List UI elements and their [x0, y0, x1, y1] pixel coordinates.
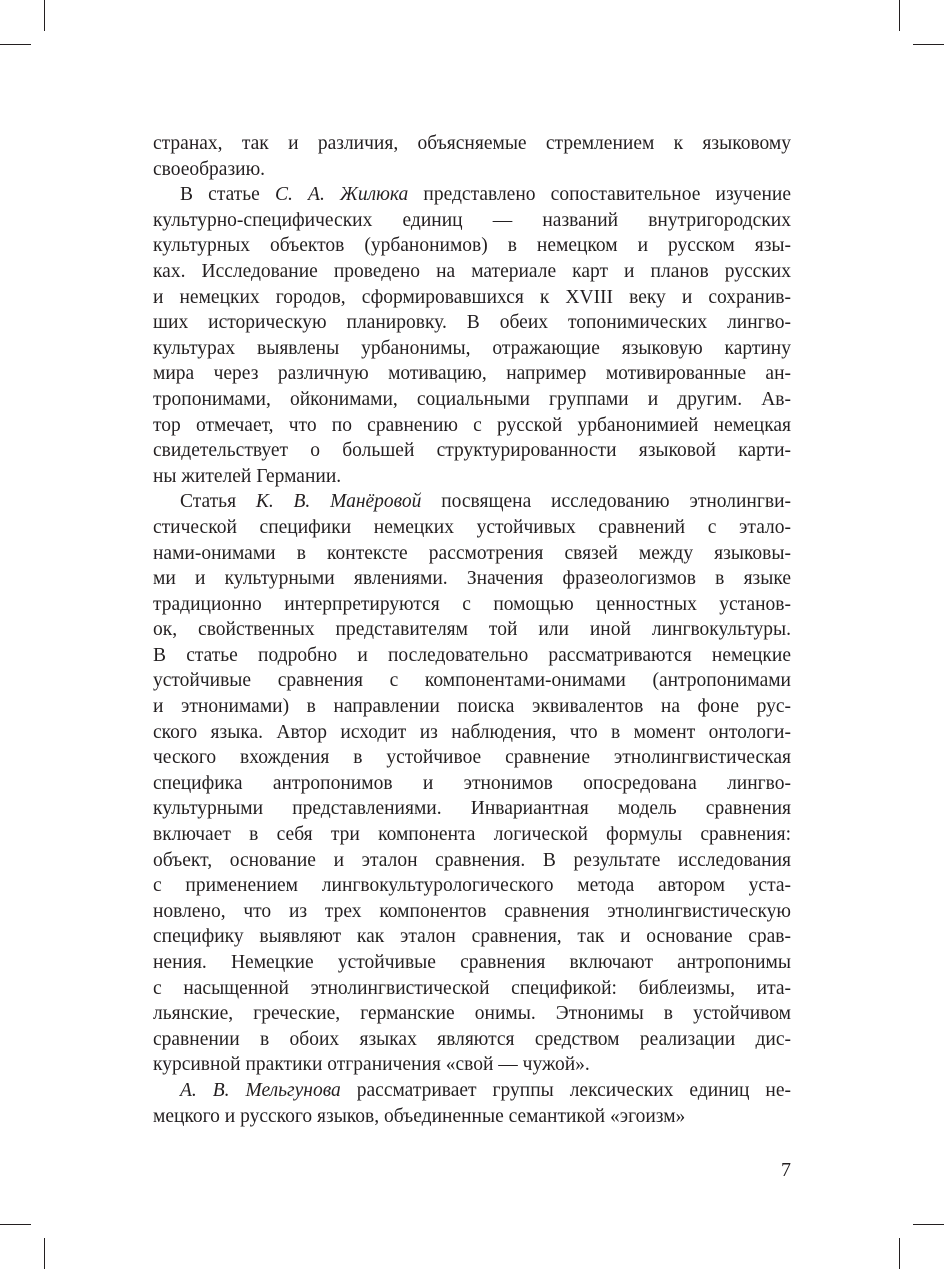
text-line	[153, 208, 791, 234]
text-run: культурах выявлены урбанонимы, отражающие языковую картину	[153, 337, 791, 359]
text-line	[153, 361, 791, 387]
text-line	[153, 720, 791, 746]
text-run: нения. Немецкие устойчивые сравнения включают антропонимы	[153, 952, 791, 973]
text-line	[153, 976, 791, 1002]
text-line	[153, 438, 791, 464]
text-line	[153, 643, 791, 669]
text-run: ского языка. Автор исходит из наблюдения, что в момент онтологи-	[153, 721, 791, 743]
text-line	[153, 950, 791, 976]
text-line	[153, 899, 791, 925]
text-run: и немецких городов, сформировавшихся к XVIII веку и сохранив-	[153, 286, 791, 308]
text-run: мецкого и русского языков, объединенные семантикой «эгоизм»	[153, 1105, 686, 1127]
crop-mark-top-right-vertical	[899, 0, 900, 31]
text-run: включает в себя три компонента логической формулы сравнения:	[153, 824, 791, 846]
text-line	[153, 310, 791, 336]
paragraph	[153, 1078, 791, 1129]
text-line	[153, 822, 791, 848]
text-run: традиционно интерпретируются с помощью ценностных установ-	[153, 593, 791, 615]
text-line	[153, 233, 791, 259]
text-run: культурных объектов (урбанонимов) в немецком и русском язы-	[153, 235, 791, 257]
text-line	[153, 848, 791, 874]
crop-mark-bottom-right-vertical	[899, 1238, 900, 1269]
text-run: своеобразию.	[153, 158, 266, 180]
text-line	[153, 1027, 791, 1053]
text-run: свидетельствует о большей структурированности языковой карти-	[153, 440, 791, 462]
text-run: В статье	[180, 184, 275, 206]
text-run: устойчивые сравнения с компонентами-онимами (антропонимами	[153, 670, 791, 692]
text-line	[153, 796, 791, 822]
text-run: с применением лингвокультурологического метода автором уста-	[153, 875, 791, 897]
text-line	[153, 285, 791, 311]
paragraph	[153, 131, 791, 182]
text-run: объект, основание и эталон сравнения. В результате исследования	[153, 849, 791, 871]
text-run: новлено, что из трех компонентов сравнения этнолингвистическую	[153, 900, 791, 922]
text-run: посвящена исследованию этнолингви-	[421, 491, 792, 513]
crop-mark-bottom-right-horizontal	[913, 1224, 944, 1225]
text-line	[153, 1052, 791, 1078]
text-line	[153, 566, 791, 592]
page-number: 7	[781, 1159, 791, 1181]
text-run: Статья	[180, 491, 256, 513]
text-line	[153, 413, 791, 439]
text-run: льянские, греческие, германские онимы. Этнонимы в устойчивом	[153, 1003, 791, 1025]
text-run: ках. Исследование проведено на материале карт и планов русских	[153, 260, 791, 282]
text-run: В статье подробно и последовательно рассматриваются немецкие	[153, 644, 791, 666]
author-name: А. В. Мельгунова	[180, 1079, 341, 1101]
text-run: ок, свойственных представителям той или иной лингвокультуры.	[153, 619, 791, 641]
crop-mark-top-left-horizontal	[0, 44, 31, 45]
text-line	[153, 1104, 791, 1130]
text-run: ми и культурными явлениями. Значения фразеологизмов в языке	[153, 568, 791, 590]
text-run: странах, так и различия, объясняемые стремлением к языковому	[153, 133, 791, 154]
text-line	[153, 336, 791, 362]
crop-mark-bottom-left-horizontal	[0, 1224, 31, 1225]
paragraph	[153, 489, 791, 1078]
text-run: и этнонимами) в направлении поиска эквивалентов на фоне рус-	[153, 696, 791, 718]
text-run: мира через различную мотивацию, например мотивированные ан-	[153, 363, 791, 385]
text-run: специфика антропонимов и этнонимов опосредована лингво-	[153, 772, 791, 794]
text-run: ны жителей Германии.	[153, 465, 342, 487]
text-run: сравнении в обоих языках являются средством реализации дис-	[153, 1028, 791, 1050]
text-run: культурными представлениями. Инвариантная модель сравнения	[153, 798, 791, 820]
text-line	[153, 131, 791, 157]
text-run: культурно-специфических единиц — названий внутригородских	[153, 209, 791, 231]
text-run: рассматривает группы лексических единиц не-	[340, 1079, 792, 1101]
text-line	[153, 387, 791, 413]
text-line	[153, 873, 791, 899]
text-line	[153, 182, 791, 208]
text-line	[153, 592, 791, 618]
text-run: с насыщенной этнолингвистической спецификой: библеизмы, ита-	[153, 977, 791, 999]
text-line	[153, 617, 791, 643]
text-line	[153, 259, 791, 285]
text-line	[153, 515, 791, 541]
text-line	[153, 771, 791, 797]
crop-mark-top-left-vertical	[44, 0, 45, 31]
text-run: ческого вхождения в устойчивое сравнение этнолингвистическая	[153, 747, 791, 769]
text-run: курсивной практики отграничения «свой — чужой».	[153, 1054, 590, 1076]
text-line	[153, 541, 791, 567]
crop-mark-top-right-horizontal	[913, 44, 944, 45]
text-run: тор отмечает, что по сравнению с русской урбанонимией немецкая	[153, 414, 791, 436]
author-name: К. В. Манёровой	[255, 491, 422, 513]
text-line	[153, 489, 791, 515]
text-line	[153, 157, 791, 183]
text-run: представлено сопоставительное изучение	[408, 184, 791, 206]
text-run: нами-онимами в контексте рассмотрения связей между языковы-	[153, 542, 791, 564]
text-line	[153, 924, 791, 950]
text-line	[153, 668, 791, 694]
author-name: С. А. Жилюка	[274, 184, 409, 206]
text-run: ших историческую планировку. В обеих топонимических лингво-	[153, 312, 791, 334]
body-text	[153, 131, 791, 1129]
paragraph	[153, 182, 791, 489]
text-line	[153, 1001, 791, 1027]
text-run: специфику выявляют как эталон сравнения, так и основание срав-	[153, 926, 791, 948]
text-line	[153, 464, 791, 490]
text-line	[153, 694, 791, 720]
text-line	[153, 745, 791, 771]
crop-mark-bottom-left-vertical	[44, 1238, 45, 1269]
text-line	[153, 1078, 791, 1104]
text-run: стической специфики немецких устойчивых сравнений с этало-	[153, 516, 791, 538]
text-run: тропонимами, ойконимами, социальными группами и другим. Ав-	[153, 388, 791, 410]
